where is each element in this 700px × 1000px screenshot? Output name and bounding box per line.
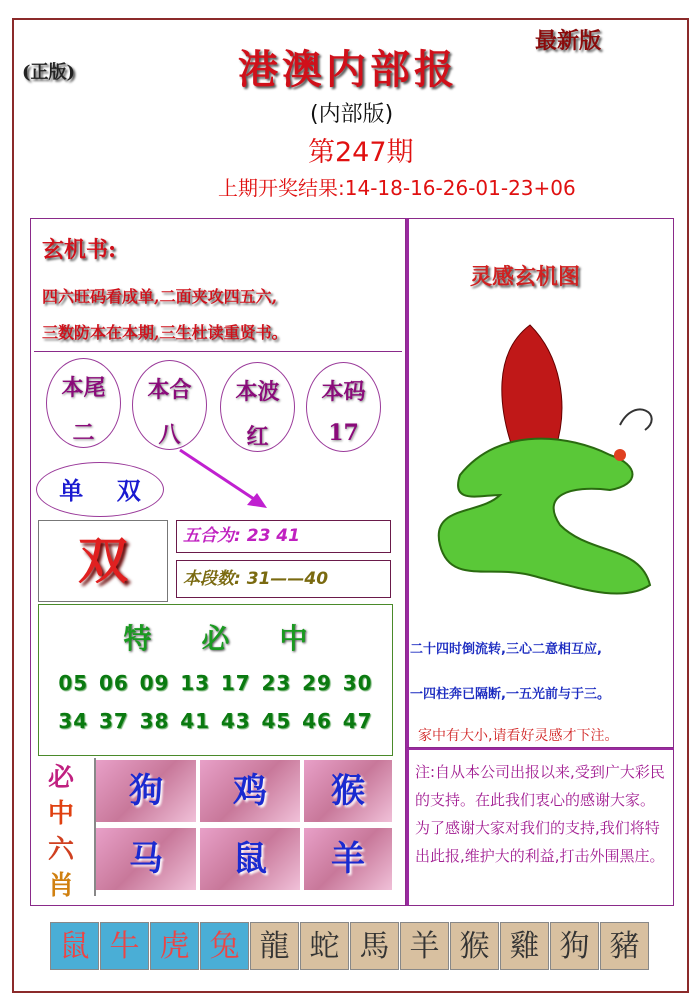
big-pick: 双 xyxy=(78,531,128,590)
number-row xyxy=(53,709,378,733)
divider xyxy=(34,351,402,352)
six-label-char: 六 xyxy=(48,835,75,865)
zodiac-tile: 蛇 xyxy=(300,922,349,970)
zodiac-goat: 羊 xyxy=(304,828,392,890)
odd-label: 单 xyxy=(59,476,84,505)
number-row xyxy=(53,671,378,695)
special-title-char: 特 xyxy=(123,622,152,655)
page-title: 港澳内部报 xyxy=(238,46,458,93)
zodiac-horse: 马 xyxy=(96,828,196,890)
notice-box xyxy=(406,748,674,906)
circle-he xyxy=(132,360,207,450)
special-number: 05 xyxy=(58,671,89,695)
odd-even-oval xyxy=(36,462,164,517)
poem-title: 玄机书: xyxy=(42,237,117,263)
circle-value: 八 xyxy=(158,422,181,448)
special-number: 30 xyxy=(342,671,373,695)
zodiac-rat: 鼠 xyxy=(200,828,300,890)
special-number: 37 xyxy=(99,709,129,733)
zodiac-tile: 兔 xyxy=(200,922,249,970)
special-title-char: 中 xyxy=(279,622,308,655)
circle-value: 17 xyxy=(328,420,359,446)
circle-label: 本尾 xyxy=(61,375,106,401)
circle-wave xyxy=(220,362,295,452)
six-label-char: 必 xyxy=(48,763,75,793)
special-box xyxy=(38,604,393,756)
dragon-image xyxy=(420,315,665,615)
zodiac-tile: 馬 xyxy=(350,922,399,970)
duan-box xyxy=(176,560,391,598)
zodiac-tile: 羊 xyxy=(400,922,449,970)
special-number: 38 xyxy=(139,709,170,733)
circle-tail xyxy=(46,358,121,448)
zodiac-tile: 豬 xyxy=(600,922,649,970)
special-number: 46 xyxy=(302,709,332,733)
zodiac-rooster: 鸡 xyxy=(200,760,300,822)
special-title-char: 必 xyxy=(201,622,230,655)
issue-number: 第247期 xyxy=(308,137,414,168)
special-number: 09 xyxy=(139,671,170,695)
last-result-label: 上期开奖结果: xyxy=(218,176,345,200)
poem-line: 四六旺码看成单,二面夹攻四五六, xyxy=(42,287,278,306)
inspiration-title: 灵感玄机图 xyxy=(470,264,581,290)
poem-line: 三数防本在本期,三生杜读重贤书。 xyxy=(42,323,288,342)
zodiac-tile: 牛 xyxy=(100,922,149,970)
duan-label: 本段数: xyxy=(183,569,241,589)
special-number: 47 xyxy=(342,709,373,733)
subtitle: (内部版) xyxy=(310,102,394,127)
special-number: 43 xyxy=(220,709,251,733)
circle-value: 红 xyxy=(246,424,269,450)
circle-label: 本码 xyxy=(321,379,366,405)
wuhe-box xyxy=(176,520,391,553)
special-number: 13 xyxy=(180,671,211,695)
six-label xyxy=(48,760,78,904)
circle-code xyxy=(306,362,381,452)
zodiac-tile: 猴 xyxy=(450,922,499,970)
edition-left: (正版) xyxy=(22,62,76,83)
verse-line: 二十四时倒流转,三心二意相互应, xyxy=(410,642,602,657)
zodiac-tile: 雞 xyxy=(500,922,549,970)
zodiac-tile: 鼠 xyxy=(50,922,99,970)
tip-text: 家中有大小,请看好灵感才下注。 xyxy=(418,728,619,744)
edition-right: 最新版 xyxy=(535,28,602,54)
circle-value: 二 xyxy=(72,420,95,446)
circle-label: 本合 xyxy=(147,377,192,403)
special-number: 23 xyxy=(261,671,292,695)
even-label: 双 xyxy=(116,476,141,505)
special-number: 34 xyxy=(58,709,89,733)
last-result-value: 14-18-16-26-01-23+06 xyxy=(344,176,576,200)
duan-value: 31——40 xyxy=(246,569,329,589)
zodiac-monkey: 猴 xyxy=(304,760,392,822)
special-number: 17 xyxy=(220,671,251,695)
arrow-icon xyxy=(175,445,275,515)
special-number: 06 xyxy=(99,671,129,695)
wuhe-value: 23 41 xyxy=(246,526,300,546)
verse-line: 一四柱奔已隔断,一五光前与于三。 xyxy=(410,687,610,702)
notice-text: 注:自从本公司出报以来,受到广大彩民的支持。在此我们衷心的感谢大家。为了感谢大家对我们的支持,我们将特出此报,维护大的利益,打击外围黑庄。 xyxy=(415,763,665,865)
zodiac-tile: 龍 xyxy=(250,922,299,970)
special-number: 29 xyxy=(302,671,332,695)
last-result xyxy=(218,172,576,201)
special-number: 45 xyxy=(261,709,292,733)
big-pick-box xyxy=(38,520,168,602)
circle-label: 本波 xyxy=(235,379,280,405)
wuhe-label: 五合为: xyxy=(183,526,241,546)
special-number: 41 xyxy=(180,709,211,733)
zodiac-tile: 狗 xyxy=(550,922,599,970)
six-label-char: 肖 xyxy=(48,871,75,901)
zodiac-dog: 狗 xyxy=(96,760,196,822)
zodiac-tile: 虎 xyxy=(150,922,199,970)
six-label-char: 中 xyxy=(48,799,75,829)
